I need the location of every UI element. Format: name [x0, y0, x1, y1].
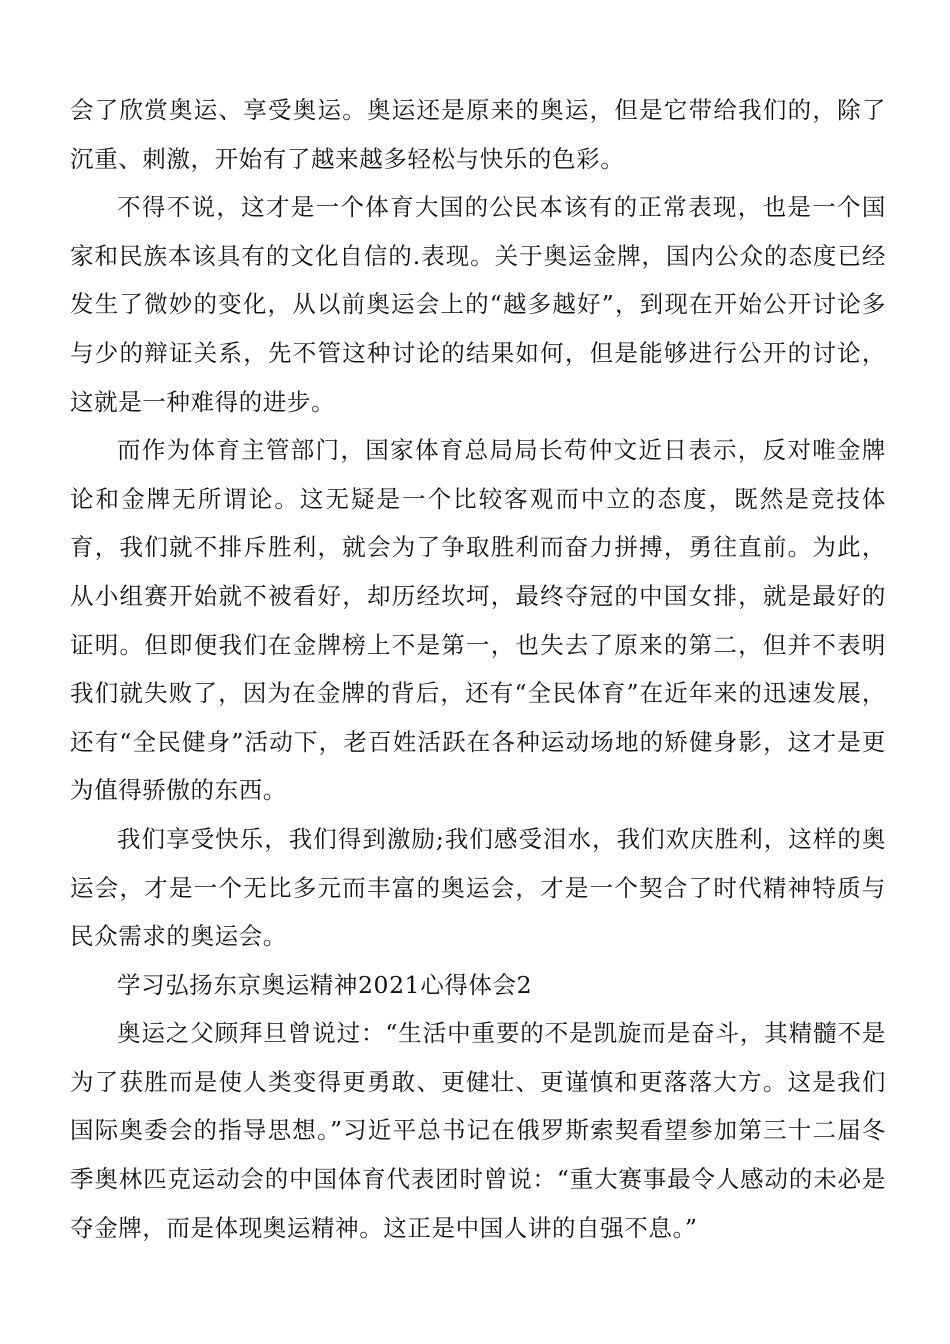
paragraph-enjoy-olympics: 我们享受快乐，我们得到激励;我们感受泪水，我们欢庆胜利，这样的奥运会，才是一个无比多元而丰富的奥运会，才是一个契合了时代精神特质与民众需求的奥运会。 [70, 824, 886, 951]
paragraph-sports-administration: 而作为体育主管部门，国家体育总局局长苟仲文近日表示，反对唯金牌论和金牌无所谓论。这无疑是一个比较客观而中立的态度，既然是竞技体育，我们就不排斥胜利，就会为了争取胜利而奋力拼搏，勇往直前。为此，从小组赛开始就不被看好，却历经坎坷，最终夺冠的中国女排，就是最好的证明。但即便我们在金牌榜上不是第一，也失去了原来的第二，但并不表明我们就失败了，因为在金牌的背后，还有“全民体育”在近年来的迅速发展，还有“全民健身”活动下，老百姓活跃在各种运动场地的矫健身影，这才是更为值得骄傲的东西。 [70, 436, 886, 805]
document-body [70, 86, 886, 1252]
paragraph-public-attitude: 不得不说，这才是一个体育大国的公民本该有的正常表现，也是一个国家和民族本该具有的文化自信的.表现。关于奥运金牌，国内公众的态度已经发生了微妙的变化，从以前奥运会上的“越多越好”，到现在开始公开讨论多与少的辩证关系，先不管这种讨论的结果如何，但是能够进行公开的讨论，这就是一种难得的进步。 [70, 193, 886, 416]
paragraph-coubertin-quote: 奥运之父顾拜旦曾说过：“生活中重要的不是凯旋而是奋斗，其精髓不是为了获胜而是使人类变得更勇敢、更健壮、更谨慎和更落落大方。这是我们国际奥委会的指导思想。”习近平总书记在俄罗斯索契看望参加第三十二届冬季奥林匹克运动会的中国体育代表团时曾说：“重大赛事最令人感动的未必是夺金牌，而是体现奥运精神。这正是中国人讲的自强不息。” [70, 1019, 886, 1242]
paragraph-continuation: 会了欣赏奥运、享受奥运。奥运还是原来的奥运，但是它带给我们的，除了沉重、刺激，开始有了越来越多轻松与快乐的色彩。 [70, 96, 886, 173]
section-heading: 学习弘扬东京奥运精神2021心得体会2 [117, 970, 533, 999]
